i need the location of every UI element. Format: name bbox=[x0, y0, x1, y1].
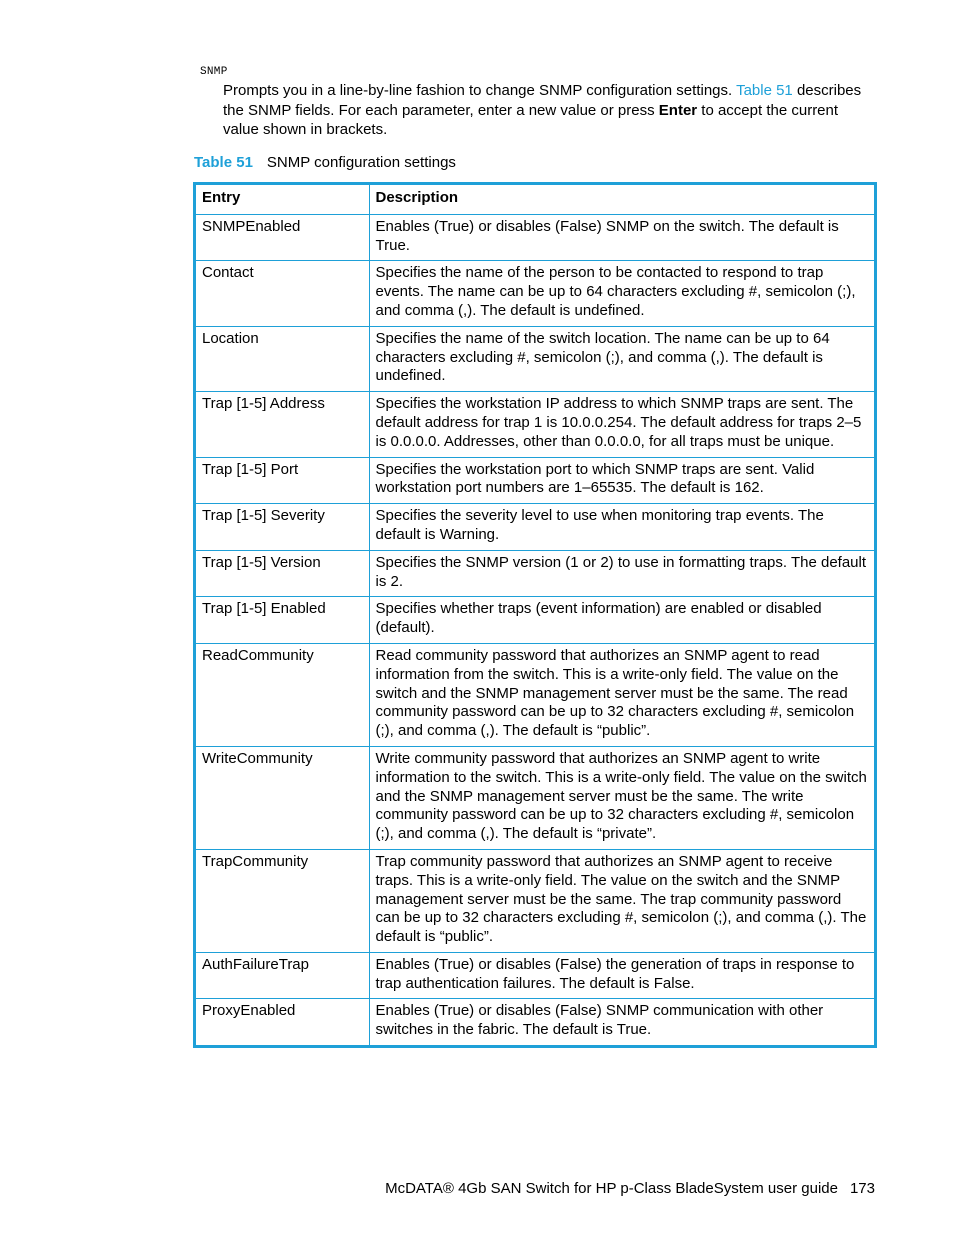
table-title: SNMP configuration settings bbox=[266, 154, 456, 171]
footer-title: McDATA® 4Gb SAN Switch for HP p-Class BladeSystem user guide bbox=[385, 1180, 838, 1197]
entry-cell: ReadCommunity bbox=[196, 643, 369, 746]
table-row bbox=[196, 261, 874, 326]
enter-key-text: Enter bbox=[658, 101, 698, 119]
entry-cell: AuthFailureTrap bbox=[196, 952, 369, 999]
entry-cell: SNMPEnabled bbox=[196, 214, 369, 261]
intro-text-2: describes the SNMP fields. For each parameter, enter a new value or press bbox=[223, 82, 862, 119]
table-row bbox=[196, 952, 874, 999]
snmp-settings-table bbox=[193, 182, 877, 1048]
description-cell: Specifies whether traps (event information) are enabled or disabled (default). bbox=[369, 597, 874, 644]
entry-column-header: Entry bbox=[196, 185, 369, 214]
description-cell: Write community password that authorizes an SNMP agent to write information to the switch. This is a write-only field. The value on the switch and the SNMP management server must be the same. The write community password can be up to 32 characters excluding #, semicolon (;), and comma (,). The default is “private”. bbox=[369, 746, 874, 849]
intro-text-3: to accept the current value shown in brackets. bbox=[223, 101, 839, 138]
entry-cell: Trap [1-5] Address bbox=[196, 392, 369, 457]
entry-cell: Trap [1-5] Enabled bbox=[196, 597, 369, 644]
description-cell: Read community password that authorizes an SNMP agent to read information from the switch. This is a write-only field. The value on the switch and the SNMP management server must be the same. The read community password can be up to 32 characters excluding #, semicolon (;), and comma (,). The default is “public”. bbox=[369, 643, 874, 746]
table-header-row bbox=[196, 185, 874, 214]
description-cell: Trap community password that authorizes an SNMP agent to receive traps. This is a write-only field. The value on the switch and the SNMP management server must be the same. The trap community password can be up to 32 characters excluding #, semicolon (;), and comma (,). The default is “public”. bbox=[369, 849, 874, 952]
intro-text-1: Prompts you in a line-by-line fashion to change SNMP configuration settings. bbox=[223, 82, 737, 99]
table-row bbox=[196, 457, 874, 504]
description-cell: Specifies the severity level to use when monitoring trap events. The default is Warning. bbox=[369, 504, 874, 551]
entry-cell: Trap [1-5] Port bbox=[196, 457, 369, 504]
table-row bbox=[196, 504, 874, 551]
entry-cell: Location bbox=[196, 326, 369, 391]
table-row bbox=[196, 643, 874, 746]
entry-cell: Contact bbox=[196, 261, 369, 326]
description-column-header: Description bbox=[369, 185, 874, 214]
description-cell: Enables (True) or disables (False) the generation of traps in response to trap authentication failures. The default is False. bbox=[369, 952, 874, 999]
description-cell: Specifies the workstation port to which SNMP traps are sent. Valid workstation port numbers are 1–65535. The default is 162. bbox=[369, 457, 874, 504]
table-row bbox=[196, 214, 874, 261]
command-name: SNMP bbox=[200, 66, 228, 78]
table-row bbox=[196, 550, 874, 597]
table-row bbox=[196, 746, 874, 849]
entry-cell: ProxyEnabled bbox=[196, 999, 369, 1045]
table-row bbox=[196, 392, 874, 457]
description-cell: Specifies the name of the person to be contacted to respond to trap events. The name can be up to 64 characters excluding #, semicolon (;), and comma (,). The default is undefined. bbox=[369, 261, 874, 326]
entry-cell: Trap [1-5] Severity bbox=[196, 504, 369, 551]
table-row bbox=[196, 326, 874, 391]
description-cell: Specifies the SNMP version (1 or 2) to use in formatting traps. The default is 2. bbox=[369, 550, 874, 597]
description-cell: Specifies the workstation IP address to which SNMP traps are sent. The default address for trap 1 is 10.0.0.254. The default address for traps 2–5 is 0.0.0.0. Addresses, other than 0.0.0.0, for all traps must be unique. bbox=[369, 392, 874, 457]
description-cell: Enables (True) or disables (False) SNMP communication with other switches in the fabric. The default is True. bbox=[369, 999, 874, 1045]
entry-cell: TrapCommunity bbox=[196, 849, 369, 952]
table-number: Table 51 bbox=[194, 154, 253, 171]
table-row bbox=[196, 849, 874, 952]
table-reference-link[interactable]: Table 51 bbox=[736, 82, 793, 99]
description-cell: Specifies the name of the switch location. The name can be up to 64 characters excluding #, semicolon (;), and comma (,). The default is undefined. bbox=[369, 326, 874, 391]
page-number: 173 bbox=[849, 1180, 875, 1197]
entry-cell: Trap [1-5] Version bbox=[196, 550, 369, 597]
intro-paragraph bbox=[223, 81, 873, 140]
entry-cell: WriteCommunity bbox=[196, 746, 369, 849]
table-caption bbox=[194, 154, 456, 171]
description-cell: Enables (True) or disables (False) SNMP on the switch. The default is True. bbox=[369, 214, 874, 261]
table-row bbox=[196, 999, 874, 1045]
table-row bbox=[196, 597, 874, 644]
page-footer bbox=[385, 1180, 875, 1197]
